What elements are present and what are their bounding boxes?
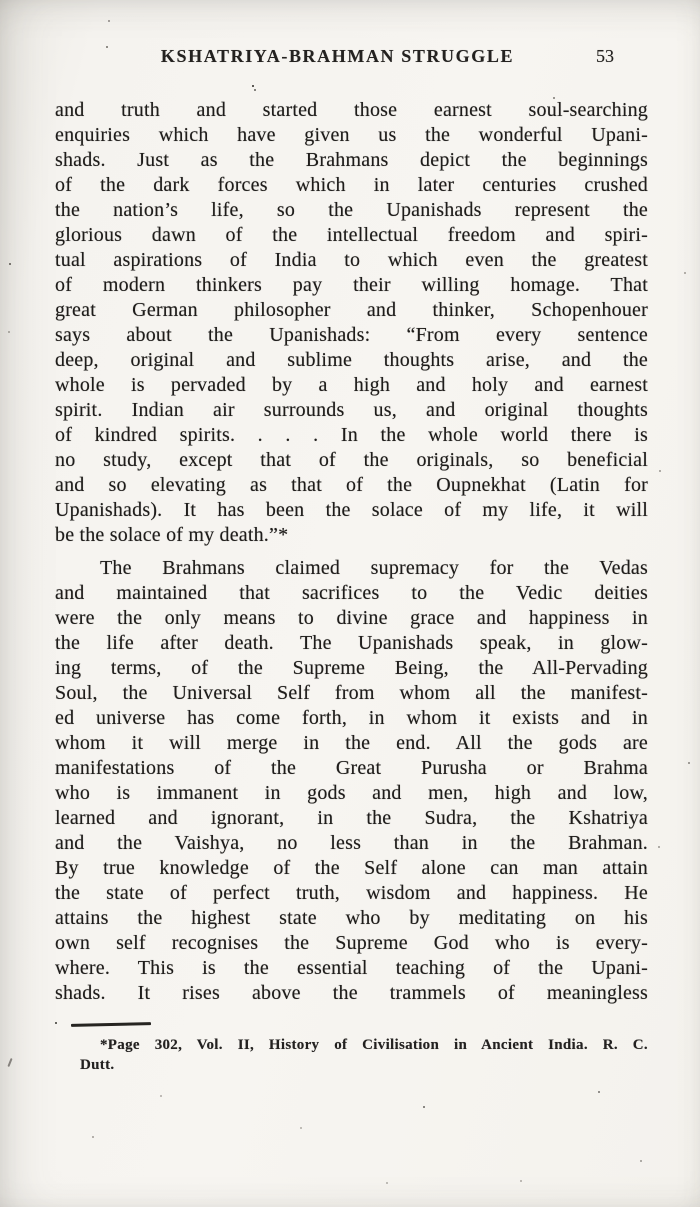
- footnote-line: *Page 302, Vol. II, History of Civilisation in Ancient India. R. C.: [100, 1037, 648, 1053]
- text-line: and the Vaishya, no less than in the Brahman.: [55, 832, 648, 854]
- text-line: where. This is the essential teaching of the Upani-: [55, 957, 648, 979]
- text-line: attains the highest state who by meditating on his: [55, 907, 648, 929]
- text-line: of modern thinkers pay their willing homage. That: [55, 274, 648, 296]
- text-line: the nation’s life, so the Upanishads represent the: [55, 199, 648, 221]
- text-line: be the solace of my death.”*: [55, 524, 289, 546]
- page-content: [55, 46, 648, 1075]
- text-line: By true knowledge of the Self alone can man attain: [55, 857, 648, 879]
- text-line: of the dark forces which in later centuries crushed: [55, 174, 648, 196]
- body-text: [55, 98, 648, 1006]
- text-line: and maintained that sacrifices to the Vedic deities: [55, 582, 648, 604]
- scan-stray-mark: [7, 1058, 12, 1067]
- text-line: the life after death. The Upanishads speak, in glow-: [55, 632, 648, 654]
- text-line: shads. Just as the Brahmans depict the beginnings: [55, 149, 648, 171]
- text-line: spirit. Indian air surrounds us, and original thoughts: [55, 399, 648, 421]
- text-line: learned and ignorant, in the Sudra, the Kshatriya: [55, 807, 648, 829]
- text-line: of kindred spirits. . . . In the whole world there is: [55, 424, 648, 446]
- text-line: manifestations of the Great Purusha or Brahma: [55, 757, 648, 779]
- text-line: enquiries which have given us the wonderful Upani-: [55, 124, 648, 146]
- footnote-line: Dutt.: [80, 1057, 115, 1073]
- text-line: tual aspirations of India to which even the greatest: [55, 249, 648, 271]
- text-line: and truth and started those earnest soul-searching: [55, 99, 648, 121]
- text-line: were the only means to divine grace and happiness in: [55, 607, 648, 629]
- text-line: Upanishads). It has been the solace of my life, it will: [55, 499, 648, 521]
- footnote-rule: [71, 1022, 151, 1027]
- text-line: ing terms, of the Supreme Being, the All-Pervading: [55, 657, 648, 679]
- text-line: glorious dawn of the intellectual freedom and spiri-: [55, 224, 648, 246]
- running-header-title: KSHATRIYA-BRAHMAN STRUGGLE: [160, 46, 515, 66]
- text-line: whom it will merge in the end. All the gods are: [55, 732, 648, 754]
- text-line: The Brahmans claimed supremacy for the Vedas: [100, 557, 648, 579]
- text-line: ed universe has come forth, in whom it exists and in: [55, 707, 648, 729]
- text-line: whole is pervaded by a high and holy and earnest: [55, 374, 648, 396]
- running-header: [55, 46, 648, 70]
- text-line: no study, except that of the originals, so beneficial: [55, 449, 648, 471]
- text-line: who is immanent in gods and men, high and low,: [55, 782, 648, 804]
- footnote: [80, 1035, 648, 1075]
- text-line: great German philosopher and thinker, Schopenhouer: [55, 299, 648, 321]
- text-line: the state of perfect truth, wisdom and happiness. He: [55, 882, 648, 904]
- paragraph: [55, 556, 648, 1006]
- text-line: own self recognises the Supreme God who is every-: [55, 932, 648, 954]
- text-line: Soul, the Universal Self from whom all the manifest-: [55, 682, 648, 704]
- text-line: shads. It rises above the trammels of meaningless: [55, 982, 648, 1004]
- text-line: and so elevating as that of the Oupnekhat (Latin for: [55, 474, 648, 496]
- text-line: says about the Upanishads: “From every sentence: [55, 324, 648, 346]
- paragraph: [55, 98, 648, 548]
- text-line: deep, original and sublime thoughts arise, and the: [55, 349, 648, 371]
- scan-speckles: [0, 0, 2, 2]
- page-number: 53: [596, 46, 614, 66]
